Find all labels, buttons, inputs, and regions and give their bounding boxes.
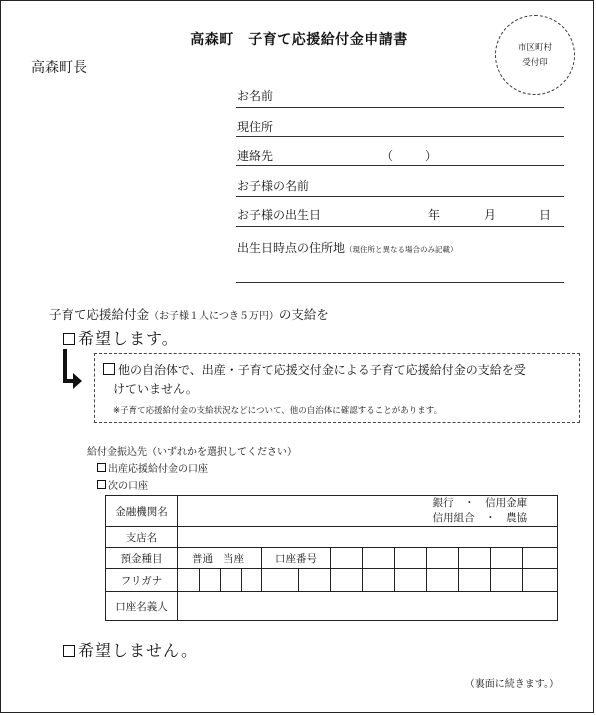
row-branch: [106, 527, 558, 548]
child-name-label: お子様の名前: [237, 179, 310, 193]
contact-paren-close: ）: [425, 149, 438, 163]
day-unit: 日: [539, 208, 552, 222]
grant-intro-paren: （お子様１人につき５万円）: [149, 311, 279, 322]
child-birthdate-field[interactable]: [236, 226, 564, 227]
type-current[interactable]: 当座: [223, 552, 244, 565]
contact-field[interactable]: [236, 165, 564, 166]
grant-intro-end: の支給を: [278, 307, 329, 322]
birth-address-label-group: [237, 237, 458, 256]
row-furigana: [106, 569, 558, 592]
form-title: 高森町 子育て応援給付金申請書: [190, 32, 408, 48]
condition-text-2: けていません。: [113, 382, 198, 396]
contact-paren-open: （: [381, 149, 394, 163]
account-digit-5[interactable]: [459, 548, 491, 569]
wish-no-checkbox[interactable]: [63, 645, 75, 657]
option-wish-yes[interactable]: [63, 326, 179, 349]
option-wish-no[interactable]: [63, 638, 198, 661]
furigana-box[interactable]: [395, 569, 427, 592]
existing-account-label: 出産応援給付金の口座: [108, 464, 208, 475]
institution-label: 金融機関名: [106, 496, 178, 527]
furigana-box[interactable]: [491, 569, 523, 592]
condition-note: ※子育て応援給付金の支給状況などについて、他の自治体に確認することがあります。: [113, 406, 443, 416]
grant-intro: [49, 304, 329, 323]
row-account-type: [106, 548, 558, 569]
child-name-field[interactable]: [236, 196, 564, 197]
institution-field[interactable]: [178, 496, 558, 527]
arrow-down-right-icon: [59, 347, 83, 391]
condition-checkbox[interactable]: [103, 363, 115, 375]
existing-account-checkbox[interactable]: [97, 463, 106, 472]
birth-address-field[interactable]: [236, 282, 564, 283]
furigana-box[interactable]: [523, 569, 558, 592]
account-digit-2[interactable]: [363, 548, 395, 569]
reception-stamp-circle: [495, 15, 575, 95]
holder-label: 口座名義人: [106, 592, 178, 621]
new-account-checkbox[interactable]: [97, 480, 106, 489]
row-account-holder: [106, 592, 558, 621]
name-label: お名前: [237, 89, 274, 103]
furigana-box[interactable]: [459, 569, 491, 592]
branch-label: 支店名: [106, 527, 178, 548]
account-number-label: 口座番号: [262, 548, 331, 569]
addressee: 高森町長: [31, 60, 87, 76]
furigana-box[interactable]: [221, 569, 242, 592]
furigana-box[interactable]: [200, 569, 221, 592]
type-options[interactable]: [178, 548, 262, 569]
furigana-box[interactable]: [363, 569, 395, 592]
condition-line-1[interactable]: [103, 361, 526, 378]
account-digit-6[interactable]: [491, 548, 523, 569]
stamp-label-municipality: 市区町村: [517, 43, 552, 53]
bank-account-table: [105, 495, 558, 621]
furigana-box[interactable]: [178, 569, 200, 592]
furigana-box[interactable]: [427, 569, 459, 592]
grant-intro-main: 子育て応援給付金: [49, 307, 150, 322]
account-digit-7[interactable]: [523, 548, 558, 569]
stamp-label-reception: 受付印: [522, 58, 548, 68]
account-digit-3[interactable]: [395, 548, 427, 569]
month-unit: 月: [484, 208, 497, 222]
inst-types-line1: 銀行 ・ 信用金庫: [432, 497, 528, 509]
name-field[interactable]: [236, 107, 564, 108]
holder-field[interactable]: [178, 592, 558, 621]
birth-address-note: （現住所と異なる場合のみ記載）: [345, 245, 458, 254]
furigana-box[interactable]: [262, 569, 299, 592]
inst-types-line2: 信用組合 ・ 農協: [432, 512, 528, 524]
continued-on-back-note: （裏面に続きます。）: [464, 679, 559, 690]
wish-yes-label: 希望します。: [78, 329, 179, 348]
furigana-box[interactable]: [299, 569, 331, 592]
type-label: 預金種目: [106, 548, 178, 569]
account-digit-1[interactable]: [331, 548, 363, 569]
row-institution: [106, 496, 558, 527]
furigana-label: フリガナ: [106, 569, 178, 592]
year-unit: 年: [428, 208, 441, 222]
bank-heading: 給付金振込先（いずれかを選択してください）: [87, 447, 297, 458]
choice-new-account[interactable]: [97, 477, 148, 492]
birth-address-label: 出生日時点の住所地: [237, 241, 346, 255]
branch-field[interactable]: [178, 527, 558, 548]
child-birthdate-label: お子様の出生日: [237, 208, 322, 222]
address-label: 現住所: [237, 120, 274, 134]
choice-existing-account[interactable]: [97, 460, 208, 475]
furigana-box[interactable]: [331, 569, 363, 592]
wish-no-label: 希望しません。: [78, 641, 198, 660]
new-account-label: 次の口座: [108, 481, 148, 492]
type-ordinary[interactable]: 普通: [192, 552, 213, 565]
address-field[interactable]: [236, 136, 564, 137]
condition-text-1: 他の自治体で、出産・子育て応援交付金による子育て応援給付金の支給を受: [118, 363, 526, 377]
furigana-box[interactable]: [242, 569, 262, 592]
wish-yes-checkbox[interactable]: [63, 333, 75, 345]
account-digit-4[interactable]: [427, 548, 459, 569]
contact-label: 連絡先: [237, 149, 274, 163]
